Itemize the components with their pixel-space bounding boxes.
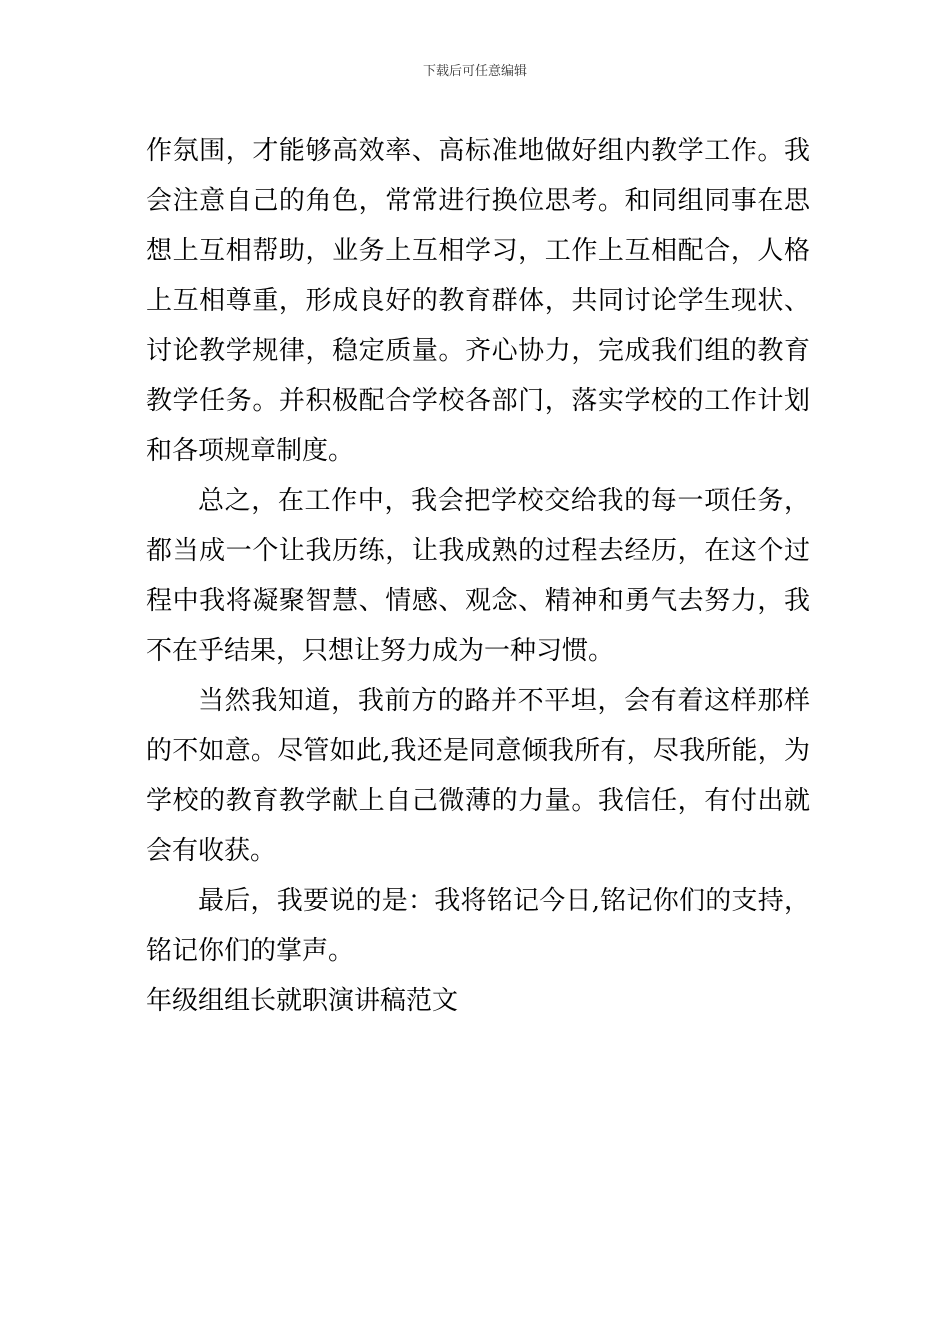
paragraph-summary: 总之，在工作中，我会把学校交给我的每一项任务，都当成一个让我历练，让我成熟的过程去经历，在这个过程中我将凝聚智慧、情感、观念、精神和勇气去努力，我不在乎结果，只想让努力成为一种习惯。 <box>146 486 810 666</box>
document-body <box>146 126 810 1026</box>
paragraph-closing: 最后，我要说的是：我将铭记今日,铭记你们的支持，铭记你们的掌声。 <box>146 886 810 966</box>
paragraph-commitment: 当然我知道，我前方的路并不平坦，会有着这样那样的不如意。尽管如此,我还是同意倾我所有，尽我所能，为学校的教育教学献上自己微薄的力量。我信任，有付出就会有收获。 <box>146 686 810 866</box>
paragraph-continuation: 作氛围，才能够高效率、高标准地做好组内教学工作。我会注意自己的角色，常常进行换位思考。和同组同事在思想上互相帮助，业务上互相学习，工作上互相配合，人格上互相尊重，形成良好的教育群体，共同讨论学生现状、讨论教学规律，稳定质量。齐心协力，完成我们组的教育教学任务。并积极配合学校各部门，落实学校的工作计划和各项规章制度。 <box>146 136 810 466</box>
page-header: 下载后可任意编辑 <box>422 64 527 79</box>
next-section-title: 年级组组长就职演讲稿范文 <box>146 986 459 1016</box>
